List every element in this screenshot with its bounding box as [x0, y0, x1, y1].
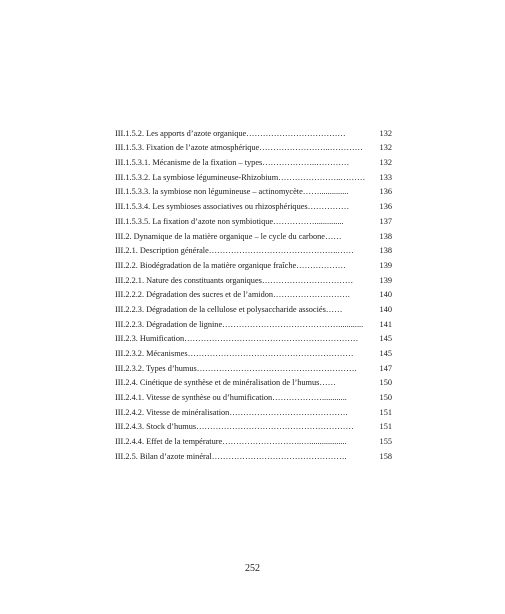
toc-entry-page: 139 [379, 260, 392, 270]
toc-entry-page: 136 [379, 202, 392, 212]
toc-entry-page: 151 [379, 407, 392, 417]
toc-entry-title: III.2.4.1. Vitesse de synthèse ou d’humification………………............ [115, 393, 347, 403]
toc-entry [115, 183, 392, 198]
toc-entry-title: III.2.2.3. Dégradation de la cellulose et polysaccharide associés…… [115, 304, 343, 314]
toc-entry-title: III.2.4.2. Vitesse de minéralisation……………………………………. [115, 407, 348, 417]
toc-entry [115, 212, 392, 227]
toc-entry [115, 300, 392, 315]
toc-entry-title: III.1.5.3.4. Les symbioses associatives ou rhizosphériques…………… [115, 202, 350, 212]
toc-entry-title: III.1.5.2. Les apports d’azote organique……………………………… [115, 128, 346, 138]
toc-entry-page: 145 [379, 334, 392, 344]
toc-entry-title: III.1.5.3.1. Mécanisme de la fixation – types………………..………… [115, 158, 350, 168]
toc-entry-title: III.2.2.1. Nature des constituants organiques…………………………… [115, 275, 354, 285]
toc-entry-title: III.2.3.2. Types d’humus…………………………………………………. [115, 363, 357, 373]
toc-entry [115, 344, 392, 359]
toc-entry-page: 151 [379, 422, 392, 432]
toc-entry [115, 447, 392, 462]
toc-entry [115, 315, 392, 330]
toc-entry-title: III.1.5.3.5. La fixation d’azote non symbiotique…………….............. [115, 216, 344, 226]
toc-entry-title: III.1.5.3.3. la symbiose non légumineuse – actinomycète…….............. [115, 187, 349, 197]
toc-entry-title: III.2.4.3. Stock d’humus………………………………………………… [115, 422, 354, 432]
toc-entry-title: III.1.5.3.2. La symbiose légumineuse-Rhizobium…………………..……… [115, 172, 366, 182]
toc-entry-title: III.2.1. Description générale………………………………………..…… [115, 246, 354, 256]
page-number: 252 [245, 563, 260, 574]
toc-entry [115, 359, 392, 374]
toc-entry-page: 145 [379, 349, 392, 358]
toc-entry-page: 155 [379, 437, 392, 447]
toc-entry [115, 242, 392, 257]
toc-entry [115, 124, 392, 139]
toc-entry [115, 153, 392, 168]
toc-entry-page: 158 [379, 451, 392, 461]
toc-entry-page: 137 [379, 216, 392, 226]
toc-entry-page: 141 [379, 319, 392, 329]
toc-entry-title: III.2.2.3. Dégradation de lignine……………………………………............ [115, 319, 364, 329]
toc-entry-title: III.2.2.2. Dégradation des sucres et de l’amidon………………………. [115, 290, 350, 300]
toc-entry-page: 132 [379, 158, 392, 168]
toc-entry-page: 138 [379, 246, 392, 256]
toc-entry-page: 138 [379, 231, 392, 241]
toc-entry-title: III.2.3. Humification……………………………………………………… [115, 334, 359, 344]
toc-entry [115, 227, 392, 242]
toc-entry-page: 147 [379, 363, 392, 373]
toc-entry-title: III.2.4.4. Effet de la température………………………..….................. [115, 437, 347, 447]
toc-entry-page: 150 [379, 393, 392, 403]
toc-entry [115, 418, 392, 433]
toc-entry-title: III.2.2. Biodégradation de la matière organique fraîche……………… [115, 260, 346, 270]
toc-entry-title: III.2.5. Bilan d’azote minéral…………………………………………. [115, 451, 347, 461]
toc-entry [115, 374, 392, 389]
toc-entry [115, 168, 392, 183]
toc-entry-page: 150 [379, 378, 392, 388]
toc-entry [115, 330, 392, 345]
toc-entry-page: 133 [379, 172, 392, 182]
toc-entry-page: 140 [379, 290, 392, 300]
toc-entry-page: 132 [379, 128, 392, 138]
table-of-contents [115, 124, 392, 462]
toc-entry [115, 271, 392, 286]
toc-entry-title: III.1.5.3. Fixation de l’azote atmosphérique……………………..………… [115, 143, 363, 153]
toc-entry [115, 432, 392, 447]
toc-entry-page: 140 [379, 304, 392, 314]
toc-entry [115, 197, 392, 212]
toc-entry-title: III.2.4. Cinétique de synthèse et de minéralisation de l’humus…… [115, 378, 336, 388]
toc-entry [115, 139, 392, 154]
toc-entry [115, 286, 392, 301]
toc-entry-title: III.2.3.2. Mécanismes…………………………………………………… [115, 349, 354, 358]
toc-entry [115, 403, 392, 418]
toc-entry-page: 136 [379, 187, 392, 197]
toc-entry-page: 132 [379, 143, 392, 153]
toc-entry-title: III.2. Dynamique de la matière organique – le cycle du carbone…… [115, 231, 342, 241]
toc-entry [115, 388, 392, 403]
toc-entry-page: 139 [379, 275, 392, 285]
toc-entry [115, 256, 392, 271]
